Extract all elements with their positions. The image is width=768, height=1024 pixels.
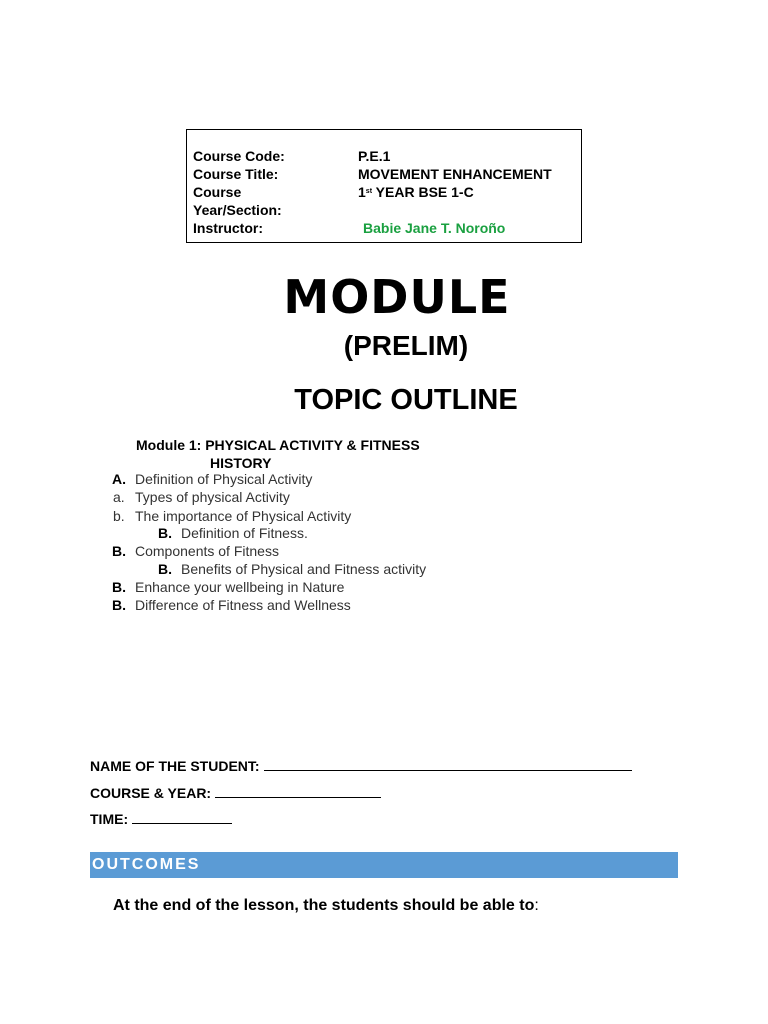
time-blank[interactable]: [132, 811, 232, 824]
time-label: TIME:: [90, 811, 129, 827]
year-section-label-1: Course: [193, 184, 242, 200]
course-title-value: MOVEMENT ENHANCEMENT: [358, 166, 552, 182]
outline-marker: B.: [158, 525, 172, 541]
outline-text: Components of Fitness: [135, 543, 279, 559]
year-section-number: 1: [358, 184, 366, 200]
outline-marker: A.: [112, 471, 126, 487]
year-section-text: YEAR BSE 1-C: [372, 184, 474, 200]
student-name-blank[interactable]: [264, 758, 632, 771]
outline-marker: B.: [112, 543, 126, 559]
year-section-label-2: Year/Section:: [193, 202, 282, 218]
outline-marker: b.: [113, 508, 125, 524]
student-name-field[interactable]: [90, 758, 632, 774]
outline-marker: B.: [112, 579, 126, 595]
prelim-subtitle: (PRELIM): [343, 330, 469, 361]
time-field[interactable]: [90, 811, 232, 827]
year-section-ordinal: st: [365, 188, 373, 195]
module-1-heading-line2: HISTORY: [210, 455, 272, 471]
course-code-label: Course Code:: [193, 148, 285, 164]
module-1-heading-line1: Module 1: PHYSICAL ACTIVITY & FITNESS: [136, 437, 420, 453]
outline-text: Types of physical Activity: [135, 489, 290, 505]
outline-text: Benefits of Physical and Fitness activity: [181, 561, 427, 577]
outline-text: Definition of Fitness.: [181, 525, 308, 541]
outline-text: Definition of Physical Activity: [135, 471, 313, 487]
outline-marker: B.: [158, 561, 172, 577]
outcomes-label: OUTCOMES: [92, 856, 201, 873]
topic-outline-heading: TOPIC OUTLINE: [294, 384, 518, 416]
course-year-blank[interactable]: [215, 785, 381, 798]
outcomes-intro: [113, 897, 539, 915]
module-1-heading: [136, 436, 420, 472]
course-year-field[interactable]: [90, 785, 381, 801]
year-section-value: [358, 183, 474, 201]
module-title: MODULE: [283, 270, 511, 324]
outline-text: Enhance your wellbeing in Nature: [135, 579, 345, 595]
outline-marker: B.: [112, 597, 126, 613]
outline-text: The importance of Physical Activity: [135, 508, 352, 524]
outcomes-intro-text: At the end of the lesson, the students should be able to: [113, 897, 535, 914]
outcomes-bar: [90, 852, 678, 878]
instructor-label: Instructor:: [193, 220, 263, 236]
course-year-label: COURSE & YEAR:: [90, 785, 212, 801]
course-title-label: Course Title:: [193, 166, 279, 182]
course-info-box: [186, 129, 582, 243]
instructor-value: Babie Jane T. Noroño: [363, 220, 506, 236]
course-code-value: P.E.1: [358, 148, 391, 164]
student-name-label: NAME OF THE STUDENT:: [90, 758, 260, 774]
outcomes-intro-colon: :: [534, 897, 539, 914]
outline-text: Difference of Fitness and Wellness: [135, 597, 351, 613]
outline-marker: a.: [113, 489, 125, 505]
